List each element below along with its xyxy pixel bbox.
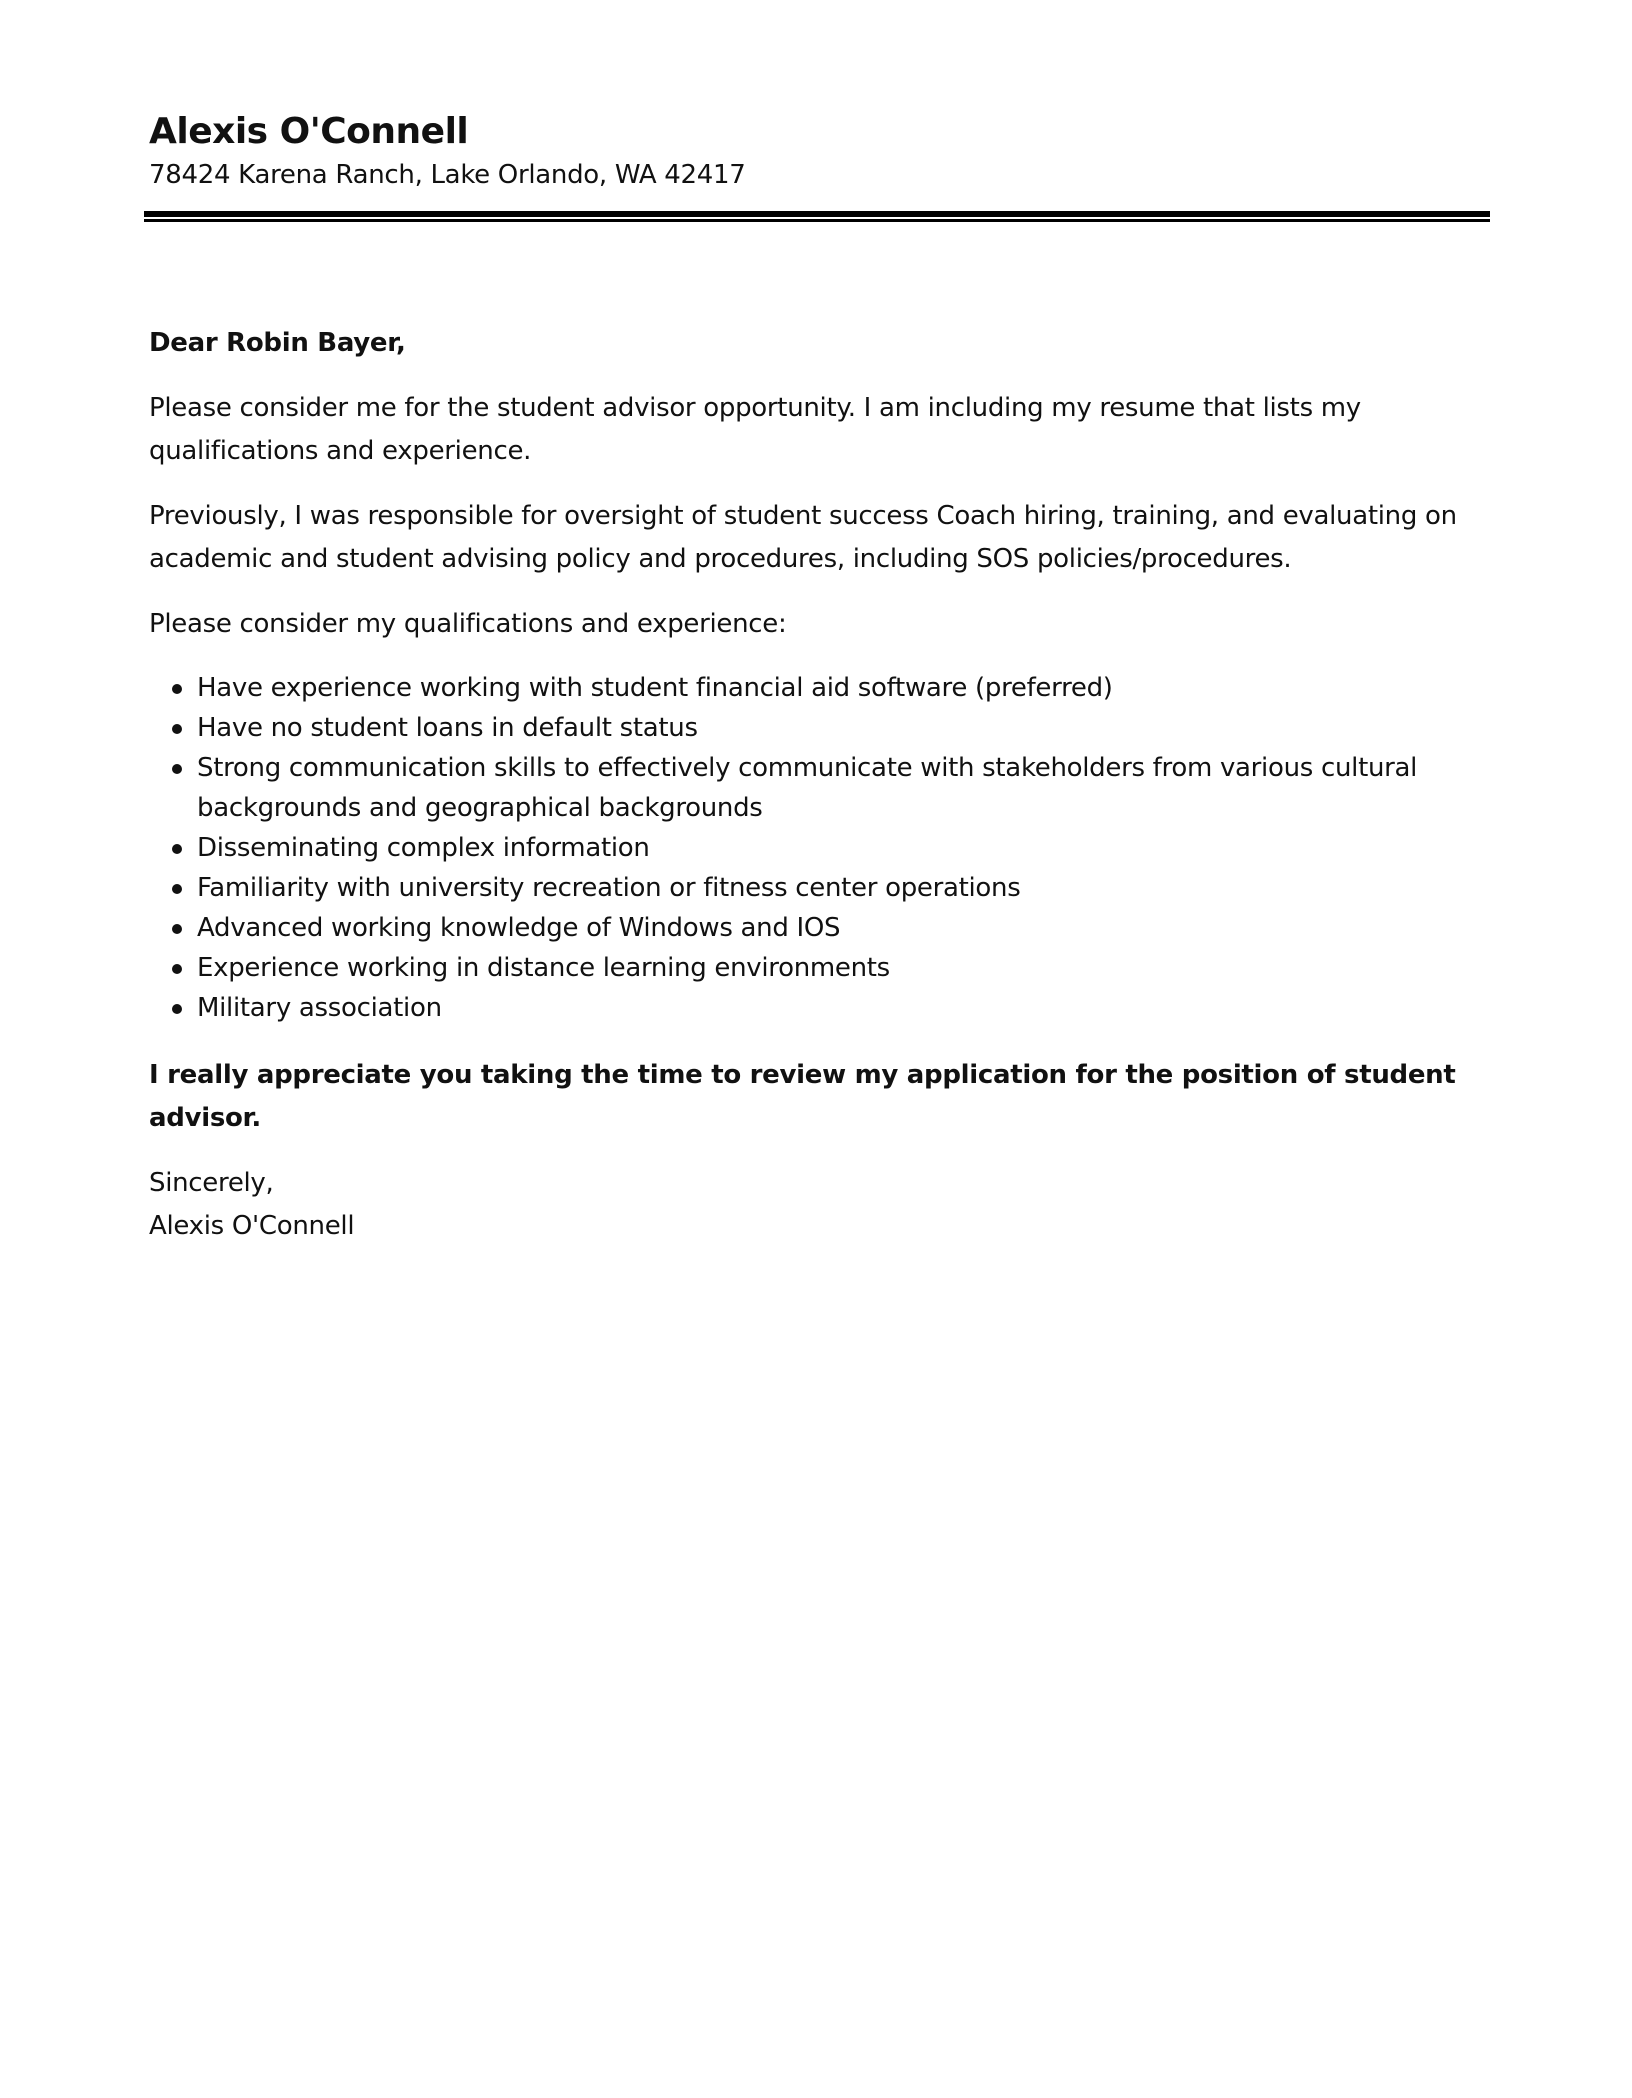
- bullet-icon: [172, 844, 182, 854]
- bullet-icon: [172, 884, 182, 894]
- list-item-text: Advanced working knowledge of Windows and IOS: [197, 913, 841, 943]
- list-item: [149, 668, 1489, 708]
- list-item-text: Experience working in distance learning environments: [197, 953, 890, 983]
- intro-paragraph: Please consider me for the student advisor opportunity. I am including my resume that lists my qualifications and experience.: [149, 393, 1361, 466]
- list-item: [149, 868, 1489, 908]
- header-divider-thick: [144, 211, 1490, 217]
- bullet-icon: [172, 964, 182, 974]
- list-item-text: Have no student loans in default status: [197, 713, 698, 743]
- sender-address: 78424 Karena Ranch, Lake Orlando, WA 42417: [149, 160, 746, 190]
- bullet-icon: [172, 924, 182, 934]
- closing-statement: I really appreciate you taking the time to review my application for the position of student advisor.: [149, 1060, 1456, 1133]
- bullet-icon: [172, 764, 182, 774]
- list-item: [149, 748, 1489, 828]
- qualifications-list: [149, 668, 1489, 1028]
- list-item: [149, 948, 1489, 988]
- list-item: [149, 708, 1489, 748]
- list-item: [149, 988, 1489, 1028]
- bullet-icon: [172, 724, 182, 734]
- list-item-text: Military association: [197, 993, 442, 1023]
- salutation: Dear Robin Bayer,: [149, 328, 406, 358]
- signoff: Sincerely,: [149, 1168, 274, 1198]
- letter-body: [149, 322, 1489, 1248]
- signature-name: Alexis O'Connell: [149, 1211, 355, 1241]
- list-item-text: Disseminating complex information: [197, 833, 650, 863]
- qualifications-intro: Please consider my qualifications and experience:: [149, 609, 787, 639]
- header-divider-thin: [144, 219, 1490, 222]
- list-item: [149, 828, 1489, 868]
- bullet-icon: [172, 1004, 182, 1014]
- sender-name: Alexis O'Connell: [149, 111, 469, 152]
- list-item-text: Have experience working with student financial aid software (preferred): [197, 673, 1113, 703]
- list-item-text: Strong communication skills to effectively communicate with stakeholders from various cultural backgrounds and geographical backgrounds: [197, 753, 1418, 823]
- experience-paragraph: Previously, I was responsible for oversight of student success Coach hiring, training, and evaluating on academic and student advising policy and procedures, including SOS policies/procedures.: [149, 501, 1457, 574]
- list-item: [149, 908, 1489, 948]
- bullet-icon: [172, 684, 182, 694]
- letter-header: [149, 108, 1489, 194]
- list-item-text: Familiarity with university recreation or fitness center operations: [197, 873, 1021, 903]
